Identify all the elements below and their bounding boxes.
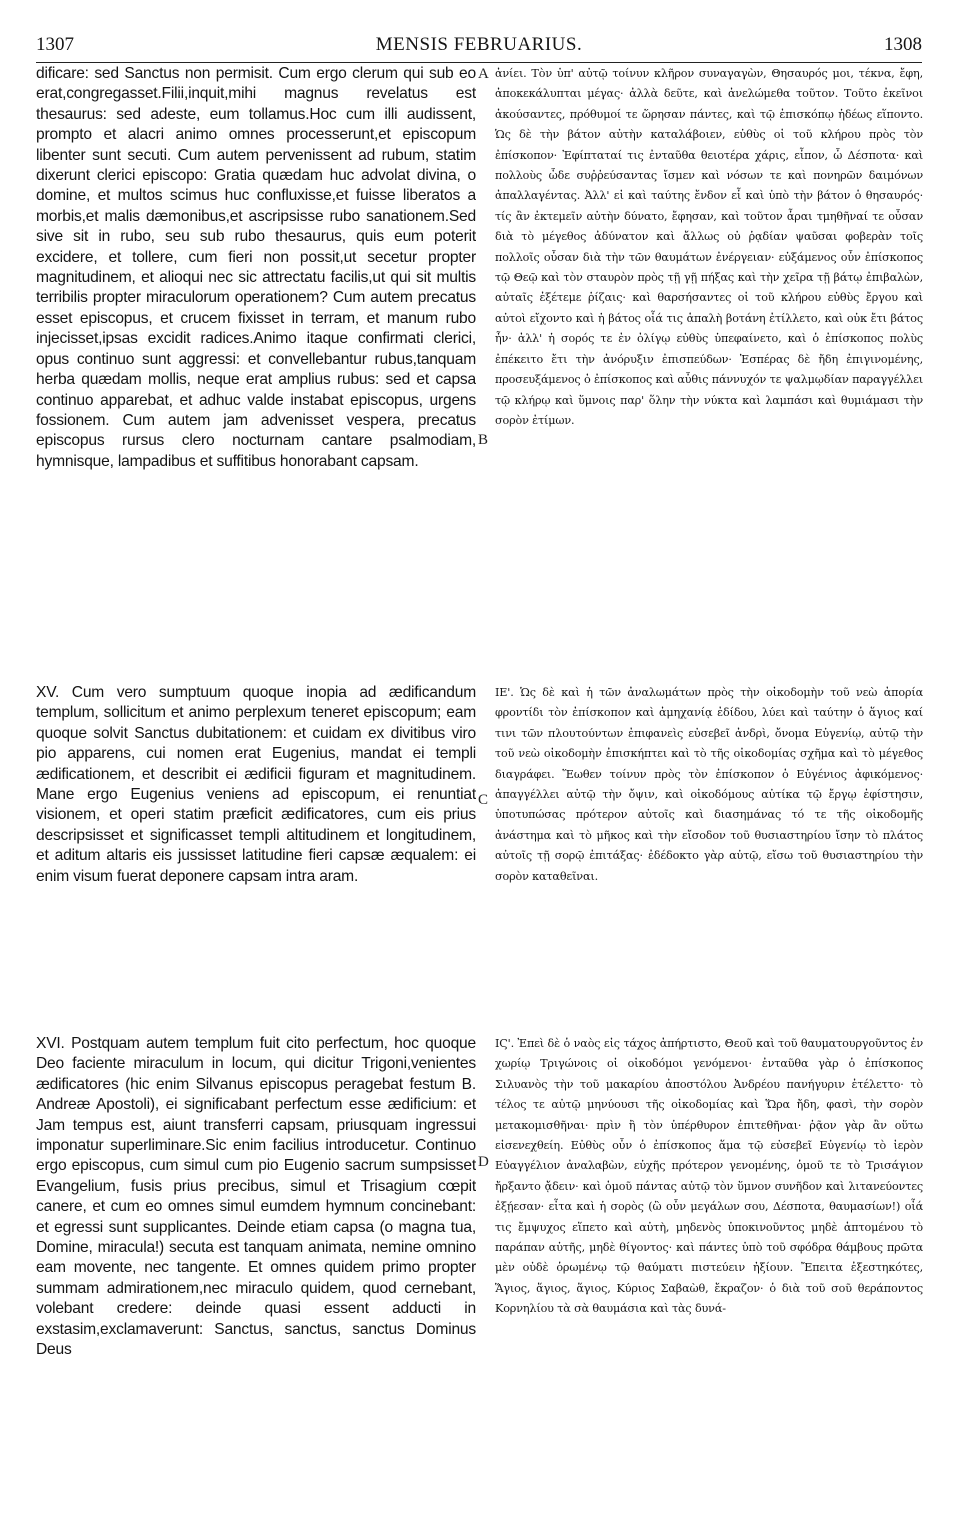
greek-column: [495, 64, 923, 1534]
margin-marker-a: A: [478, 66, 489, 82]
greek-text-15: Ὡς δὲ καὶ ἡ τῶν ἀναλωμάτων πρὸς τὴν οἰκοδομὴν τοῦ νεὼ ἀπορία φροντίδι τὸν ἐπίσκοπον καὶ ἀμηχανίᾳ ἐδίδου, λύει καὶ ταύτην ὁ ἅγιος καί τινι τῶν πλουτούντων ἐπιφανεὶς εὐσεβεῖ ἀνδρὶ, ὄνομα Εὐγενίῳ, αὐτῷ τὴν τοῦ νεὼ οἰκοδομὴν ἐπισκήπτει καὶ τὸ τῆς οἰκοδομίας σχῆμα καὶ τὸ μέγεθος διαγράφει. Ἕωθεν τοίνυν πρὸς τὸν ἐπίσκοπον ὁ Εὐγένιος ἀφικόμενος· ἀπαγγέλλει αὐτῷ τὴν ὄψιν, καὶ οἰκοδόμους αὐτίκα τῷ ἔργῳ ἐφίστησιν, ὑποτυπώσας πρότερον αὐτοῖς καὶ διασημάνας τό τε τῆς οἰκοδομῆς ἀνάστημα καὶ τὸ μῆκος καὶ τὴν εἴσοδον τοῦ θυσιαστηρίου ἴσην τὸ πλάτος αὐτοῖς τῇ σορῷ ἐπιτάξας· ἐδέδοκτο γὰρ αὐτῷ, εἴσω τοῦ θυσιαστηρίου τὴν σορὸν καταθεῖναι.: [495, 686, 923, 883]
greek-paragraph-15: [495, 683, 923, 887]
section-number-xvi: XVI.: [36, 1035, 65, 1052]
greek-text-16: Ἐπεὶ δὲ ὁ ναὸς εἰς τάχος ἀπήρτιστο, Θεοῦ καὶ τοῦ θαυματουργοῦντος ἐν χωρίῳ Τριγώνοις οἱ οἰκοδόμοι γενόμενοι· ἐνταῦθα γὰρ ὁ ἐπίσκοπος Σιλυανὸς τὴν τοῦ μακαρίου ἀποστόλου Ἀνδρέου πανήγυριν ἐτέλεττο· τὸ τέλος τε αὐτῷ μηνύουσι τῆς οἰκοδομίας καὶ Ὥρα ἤδη, φασὶ, τὴν σορὸν μετακομισθῆναι· πρὶν ἢ τὸν ὑπέρθυρον ἐπιτεθῆναι· ῥᾷον γὰρ ἂν οὕτω εἰσενεχθείη. Εὐθὺς οὖν ὁ ἐπίσκοπος ἅμα τῷ εὐσεβεῖ Εὐγενίῳ τὸ ἱερὸν Εὐαγγέλιον ἀναλαβὼν, εὐχῆς πρότερον γενομένης, ὁμοῦ τε τὸ Τρισάγιον ἤρξαντο ᾄδειν· καὶ ὁμοῦ πάντας αὐτῷ τὸν ὕμνον συνῆδον καὶ λιτανεύοντες ἐξῄεσαν· εἶτα καὶ ἡ σορὸς (ὢ οὖν μεγάλων σου, Δέσποτα, θαυμασίων!) οἷά τις ἔμψυχος εἵπετο καὶ αὐτὴ, μηδενὸς ὑποκινοῦντος μηδὲ ἁπτομένου τὸ παράπαν αὐτῆς, μηδὲ θίγοντος· καὶ πάντες ὑπὸ τοῦ σφόδρα θάμβους πρῶτα μὲν οὐδὲ ὁρωμένῳ τῷ θαύματι πιστεύειν ἠξίουν. Ἔπειτα ἐξεστηκότες, Ἅγιος, ἅγιος, ἅγιος, Κύριος Σαβαὼθ, ἔκραζον· ὁ διὰ τοῦ σοῦ θεράποντος Κορνηλίου τὰ σὰ θαυμάσια καὶ τὰς δυνά-: [495, 1037, 923, 1316]
section-number-ie: ΙΕ'.: [495, 686, 514, 699]
margin-marker-c: C: [478, 792, 489, 808]
page-number-right: 1308: [884, 34, 922, 55]
latin-paragraph-1: [36, 64, 476, 472]
greek-paragraph-16: [495, 1034, 923, 1320]
latin-text-16: Postquam autem templum fuit cito perfectum, hoc quoque Deo faciente miraculum in locum, qui dicitur Trigoni,venientes ædificatores (hic enim Silvanus episcopus peragebat festum B. Andreæ Apostoli), ei significabant perfectum esse ædificium: et Jam tempus est, aiunt transferri capsam, priusquam ingressui imponatur superliminare.Sic enim facilius introducetur. Continuo ergo episcopus, cum simul cum pio Eugenio sacrum sumpsisset Evangelium, fusis prius precibus, simul et Trisagium cœpit canere, et cum eo omnes simul eumdem hymnum concinebant: et egressi sunt supplicantes. Deinde etiam capsa (o magna tua, Domine, miracula!) secuta est tanquam animata, nemine omnino eam movente, nec tangente. Et omnes quidem primo propter summam admirationem,nec miraculo quidem, quod cernebant, volebant credere: deinde quasi essent adducti in exstasim,exclamaverunt: Sanctus, sanctus, sanctus Dominus Deus: [36, 1035, 476, 1359]
margin-marker-b: B: [478, 432, 489, 448]
latin-text-1: dificare: sed Sanctus non permisit. Cum ergo clerum qui sub eo erat,congregasset.Filii,inquit,mihi magnus revelatus est thesaurus: sed adeste, eum tollamus.Hoc cum illi audissent, prompto et alacri animo omnes processerunt,et episcopum libenter sunt secuti. Cum autem pervenissent ad rubum, statim dixerunt clerici episcopo: Gratia quædam huc advolat divina, o domine, et multos scimus huc confluxisse,et fuisse liberatos a morbis,et malis dæmonibus,et ascripsisse rubo sanationem.Sed sive sit in rubo, seu sub rubo thesaurus, quis eum poterit excidere, et tollere, cum fieri non possit,ut secetur propter magnitudinem, et alioqui nec sic attrectatu facilis,ut qui sit multis terribilis propter miraculorum operationem? Cum autem precatus esset episcopus, et crucem fixisset in terram, et manum rubo injecisset,ipsas excidit radices.Animo itaque confirmati clerici, opus continuo sunt aggressi: et convellebantur rubus,tanquam herba quædam mollis, neque erat amplius rubus: sed et capsa continuo apparebat, et adhuc valde instabat episcopus, urgens fossionem. Cum autem jam advenisset vespera, precatus episcopus rursus clero nocturnam cantare psalmodiam, hymnisque, lampadibus et suffitibus honorabant capsam.: [36, 65, 476, 470]
header-rule: [36, 62, 922, 63]
running-title: MENSIS FEBRUARIUS.: [375, 34, 583, 55]
margin-marker-d: D: [478, 1154, 489, 1170]
greek-paragraph-1: [495, 64, 923, 431]
latin-text-15: Cum vero sumptuum quoque inopia ad ædificandum templum, sollicitum et animo perplexum teneret episcopum; eam quoque solvit Sanctus dubitationem: et cuidam ex divitibus viro pio apparens, cui nomen erat Eugenius, mandat ei templi ædificationem, et describit ei ædificii figuram et magnitudinem. Mane ergo Eugenius veniens ad episcopum, ei renuntiat visionem, et operi statim præficit ædificatores, cum eis prius descripsisset et significasset templi altitudinem et longitudinem, et aditum altaris eis jussisset latitudine fieri capsæ æqualem: ei enim visum fuerat deponere capsam intra aram.: [36, 684, 476, 885]
latin-paragraph-16: [36, 1034, 476, 1361]
greek-text-1: ἀνίει. Τὸν ὑπ' αὐτῷ τοίνυν κλῆρον συναγαγὼν, Θησαυρός μοι, τέκνα, ἔφη, ἀποκεκάλυπται μέγας· ἀλλὰ δεῦτε, καὶ ἀνελώμεθα τοῦτον. Τοῦτο ἐκεῖνοι ἀκούσαντες, πρόθυμοί τε ὥρησαν πάντες, καὶ τῷ ἐπισκόπῳ ἡδέως εἵποντο. Ὡς δὲ τὴν βάτον αὐτὴν καταλάβοιεν, εὐθὺς οἱ τοῦ κλήρου πρὸς τὸν ἐπίσκοπον· Ἐφίπταταί τις ἐνταῦθα θειοτέρα χάρις, εἶπον, ὦ Δέσποτα· καὶ πολλοὺς ὧδε συῤῥεύσαντας ἴσμεν καὶ νόσων τε καὶ πονηρῶν δαιμόνων ἀπαλλαγέντας. Ἀλλ' εἰ καὶ ταύτης ἔνδον εἶ καὶ ὑπὸ τὴν βάτον ὁ θησαυρός· τίς ἂν ἐκτεμεῖν αὐτὴν δύνατο, ἔφησαν, καὶ τοῦτον ἆραι τμηθῆναί τε οὖσαν διὰ τὸ μέγεθος ἀδύνατον καὶ ἄλλως οὐ ῥᾳδίαν ψαῦσαι φοβερὰν τοῖς πολλοῖς οὖσαν διὰ τὴν τῶν θαυμάτων ἐνέργειαν· εὐξάμενος οὖν ἐπίσκοπος τῷ Θεῷ καὶ τὸν σταυρὸν πρὸς τῇ γῇ πήξας καὶ τὴν χεῖρα τῇ βάτῳ ἐπιβαλὼν, αὐταῖς ἐξέτεμε ῥίζαις· καὶ θαρσήσαντες οἱ τοῦ κλήρου εὐθὺς ἔργου καὶ αὐτοὶ εἴχοντο καὶ ἡ βάτος οἷά τις ἁπαλὴ βοτάνη ἐτίλλετο, καὶ οὐκ ἔτι βάτος ἦν· ἀλλ' ἡ σορός τε ἐν ὀλίγῳ εὐθὺς ὑπεφαίνετο, καὶ ὁ ἐπίσκοπος πολὺς ἐπέκειτο ἔτι τὴν ἀνόρυξιν ἐπισπεύδων· Ἑσπέρας δὲ ἤδη ἐπιγινομένης, προσευξάμενος ὁ ἐπίσκοπος καὶ αὖθις πάννυχόν τε ψαλμῳδίαν παραγγέλλει τῷ κλήρῳ καὶ ὕμνοις παρ' ὅλην τὴν νύκτα καὶ λαμπάσι καὶ θυμιάμασι τὴν σορὸν ἐτίμων.: [495, 67, 923, 427]
latin-paragraph-15: [36, 683, 476, 887]
section-number-xv: XV.: [36, 684, 60, 701]
latin-column: [36, 64, 476, 1534]
page-number-left: 1307: [36, 34, 74, 55]
running-header: [36, 34, 922, 58]
section-number-is: ΙϚ'.: [495, 1037, 515, 1050]
